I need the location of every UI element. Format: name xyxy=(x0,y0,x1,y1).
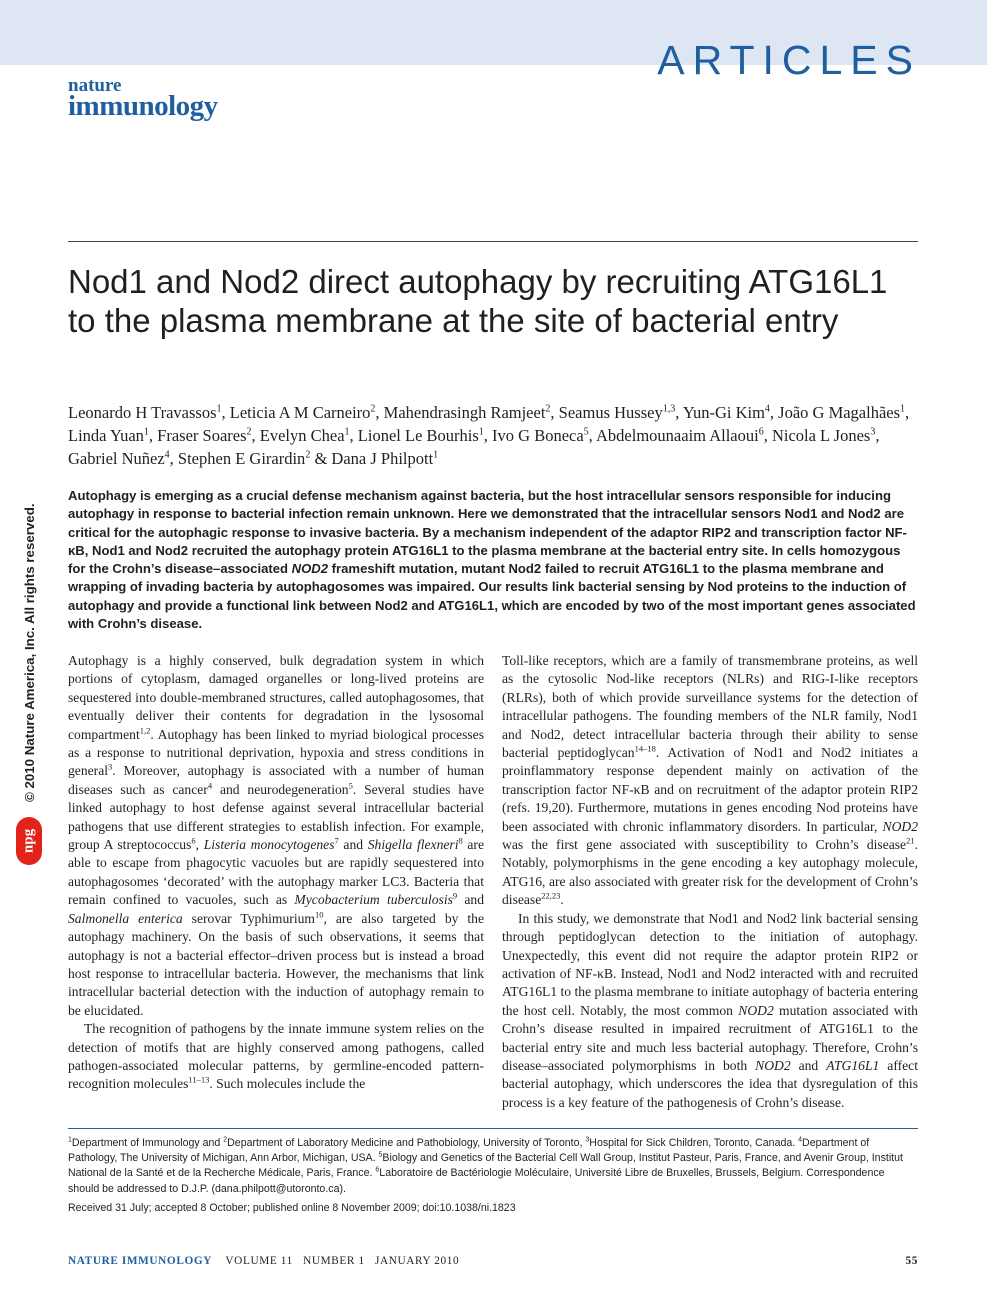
author-affiliation: 2 xyxy=(370,403,376,415)
author-affiliation: 1 xyxy=(344,426,350,438)
author-name: Linda Yuan xyxy=(68,426,144,445)
article-title: Nod1 and Nod2 direct autophagy by recruiting ATG16L1 to the plasma membrane at the site of bacterial entry xyxy=(68,263,888,339)
author-name: Nicola L Jones xyxy=(771,426,871,445)
author-affiliation: 4 xyxy=(164,449,170,461)
author-name: Leticia A M Carneiro xyxy=(229,403,371,422)
author-name: Dana J Philpott xyxy=(331,449,434,468)
section-label: ARTICLES xyxy=(657,37,921,83)
author-name: Lionel Le Bourhis xyxy=(357,426,479,445)
npg-logo-text: npg xyxy=(20,828,37,854)
journal-logo xyxy=(68,75,218,123)
author-name: Leonardo H Travassos xyxy=(68,403,217,422)
author-affiliation: 6 xyxy=(758,426,764,438)
received-dates: Received 31 July; accepted 8 October; published online 8 November 2009; doi:10.1038/ni.1823 xyxy=(68,1202,516,1214)
author-affiliation: 1 xyxy=(143,426,149,438)
author-name: Abdelmounaaim Allaoui xyxy=(596,426,759,445)
author-name: Gabriel Nuñez xyxy=(68,449,165,468)
author-name: Seamus Hussey xyxy=(558,403,663,422)
author-name: Mahendrasingh Ramjeet xyxy=(383,403,546,422)
author-name: Fraser Soares xyxy=(157,426,247,445)
author-affiliation: 2 xyxy=(545,403,551,415)
author-list: Leonardo H Travassos$^1$, Leticia A M Carneiro$^2$, Mahendrasingh Ramjeet$^2$, Seamus Hussey$^{1,3}$, Yun-Gi Kim$^4$, João G Magalhães$^1$, Linda Yuan$^1$, Fraser Soares$^2$, Evelyn Chea$^1$, Lionel Le Bourhis$^1$, Ivo G Boneca$^5$, Abdelmounaaim Allaoui$^6$, Nicola L Jones$^3$, Gabriel Nuñez$^4$, Stephen E Girardin$^2$ & Dana J Philpott$^1$ xyxy=(68,403,910,468)
author-affiliation: 1 xyxy=(900,403,906,415)
body-left-column xyxy=(68,652,484,1094)
npg-logo-icon xyxy=(16,817,42,865)
journal-logo-immunology: immunology xyxy=(68,90,218,123)
body-paragraph: The recognition of pathogens by the innate immune system relies on the detection of motifs that are highly conserved among pathogens, called pathogen-associated molecular patterns, by germline-encoded pattern-recognition molecules$^{11-13}$. Such molecules include the xyxy=(68,1021,484,1092)
author-name: Stephen E Girardin xyxy=(177,449,306,468)
author-affiliation: 2 xyxy=(246,426,252,438)
footer-journal: NATURE IMMUNOLOGY xyxy=(68,1255,212,1267)
author-affiliation: 1 xyxy=(478,426,484,438)
body-right-column xyxy=(502,652,918,1112)
page-footer xyxy=(68,1255,918,1271)
author-affiliation: 4 xyxy=(764,403,770,415)
footer-issue: VOLUME 11 NUMBER 1 JANUARY 2010 xyxy=(225,1255,460,1267)
footnote-rule xyxy=(68,1128,918,1129)
journal-logo-nature: nature xyxy=(68,75,122,96)
body-paragraph: Autophagy is a highly conserved, bulk degradation system in which portions of cytoplasm, damaged organelles or long-lived proteins are sequestered into double-membraned structures, called autophagosomes, that eventually deliver their contents for degradation in the lysosomal compartment$^{1,2}$. Autophagy has been linked to myriad biological processes as a response to nutritional deprivation, hypoxia and stress conditions in general$^3$. Moreover, autophagy is associated with a number of human diseases such as cancer$^4$ and neurodegeneration$^5$. Several studies have linked autophagy to host defense against several intracellular bacterial pathogens that use different strategies to establish infection. For example, group A streptococcus$^6$, Listeria monocytogenes$^7$ and Shigella flexneri$^8$ are able to escape from phagocytic vacuoles but are rapidly sequestered into autophagosomes ‘decorated’ with the autophagy marker LC3. Bacteria that remain confined to vacuoles, such as Mycobacterium tuberculosis$^9$ and Salmonella enterica serovar Typhimurium$^{10}$, are also targeted by the autophagy machinery. On the basis of such observations, it seems that autophagy is not a bacterial effector–driven process but is instead a broad host response to intracellular bacteria. However, the mechanisms that link intracellular bacterial detection with the induction of autophagy remain to be elucidated. xyxy=(68,653,485,1018)
abstract: Autophagy is emerging as a crucial defense mechanism against bacteria, but the host intracellular sensors responsible for inducing autophagy in response to bacterial infection remain unknown. Here we demonstrated that the intracellular sensors Nod1 and Nod2 are critical for the autophagic response to invasive bacteria. By a mechanism independent of the adaptor RIP2 and transcription factor NF-κB, Nod1 and Nod2 recruited the autophagy protein ATG16L1 to the plasma membrane at the bacterial entry site. In cells homozygous for the Crohn’s disease–associated NOD2 frameshift mutation, mutant Nod2 failed to recruit ATG16L1 to the plasma membrane and wrapping of invading bacteria by autophagosomes was impaired. Our results link bacterial sensing by Nod proteins to the induction of autophagy and provide a functional link between Nod2 and ATG16L1, which are encoded by two of the most important genes associated with Crohn’s disease. xyxy=(68,488,916,632)
author-name: Evelyn Chea xyxy=(259,426,345,445)
author-name: Ivo G Boneca xyxy=(492,426,584,445)
copyright-notice: © 2010 Nature America, Inc. All rights reserved. xyxy=(22,503,37,802)
title-rule xyxy=(68,241,918,242)
author-affiliation: 3 xyxy=(870,426,876,438)
affiliations: $^1$Department of Immunology and $^2$Department of Laboratory Medicine and Pathobiology, University of Toronto, $^3$Hospital for Sick Children, Toronto, Canada. $^4$Department of Pathology, The University of Michigan, Ann Arbor, Michigan, USA. $^5$Biology and Genetics of the Bacterial Cell Wall Group, Institut Pasteur, Paris, France, and Avenir Group, Institut National de la Santé et de la Recherche Médicale, Paris, France. $^6$Laboratoire de Bactériologie Moléculaire, Université Libre de Bruxelles, Brussels, Belgium. Correspondence should be addressed to D.J.P. (dana.philpott@utoronto.ca). xyxy=(68,1136,903,1195)
page-number: 55 xyxy=(905,1255,918,1267)
author-affiliation: 2 xyxy=(305,449,311,461)
author-affiliation: 1,3 xyxy=(662,403,676,415)
author-affiliation: 1 xyxy=(433,449,439,461)
author-affiliation: 1 xyxy=(216,403,222,415)
body-paragraph: Toll-like receptors, which are a family of transmembrane proteins, as well as the cytosolic Nod-like receptors (NLRs) and RIG-I-like receptors (RLRs), both of which provide surveillance systems for the detection of intracellular pathogens. The founding members of the NLR family, Nod1 and Nod2, detect intracellular bacteria through their ability to sense bacterial peptidoglycan$^{14-18}$. Activation of Nod1 and Nod2 initiates a proinflammatory response dependent mainly on activation of the transcription factor NF-κB and on recruitment of the adaptor protein RIP2 (refs. 19,20). Furthermore, mutations in genes encoding Nod proteins have been associated with chronic inflammatory disorders. In particular, NOD2 was the first gene associated with susceptibility to Crohn’s disease$^{21}$. Notably, polymorphisms in the gene encoding a key autophagy molecule, ATG16, are also associated with greater risk for the development of Crohn’s disease$^{22,23}$. xyxy=(502,653,918,908)
author-name: João G Magalhães xyxy=(778,403,901,422)
author-name: Yun-Gi Kim xyxy=(682,403,765,422)
body-paragraph: In this study, we demonstrate that Nod1 and Nod2 link bacterial sensing through peptidoglycan detection to the initiation of autophagy. Unexpectedly, this event did not require the adaptor protein RIP2 or activation of NF-κB. Instead, Nod1 and Nod2 interacted with and recruited ATG16L1 to the plasma membrane to initiate autophagy of bacteria entering the host cell. Notably, the most common NOD2 mutation associated with Crohn’s disease resulted in impaired recruitment of ATG16L1 to the bacterial entry site and much less bacterial autophagy. Therefore, Crohn’s disease–associated polymorphisms in both NOD2 and ATG16L1 affect bacterial autophagy, which underscores the idea that dysregulation of this process is a key feature of the pathogenesis of Crohn’s disease. xyxy=(502,910,918,1110)
author-affiliation: 5 xyxy=(583,426,589,438)
